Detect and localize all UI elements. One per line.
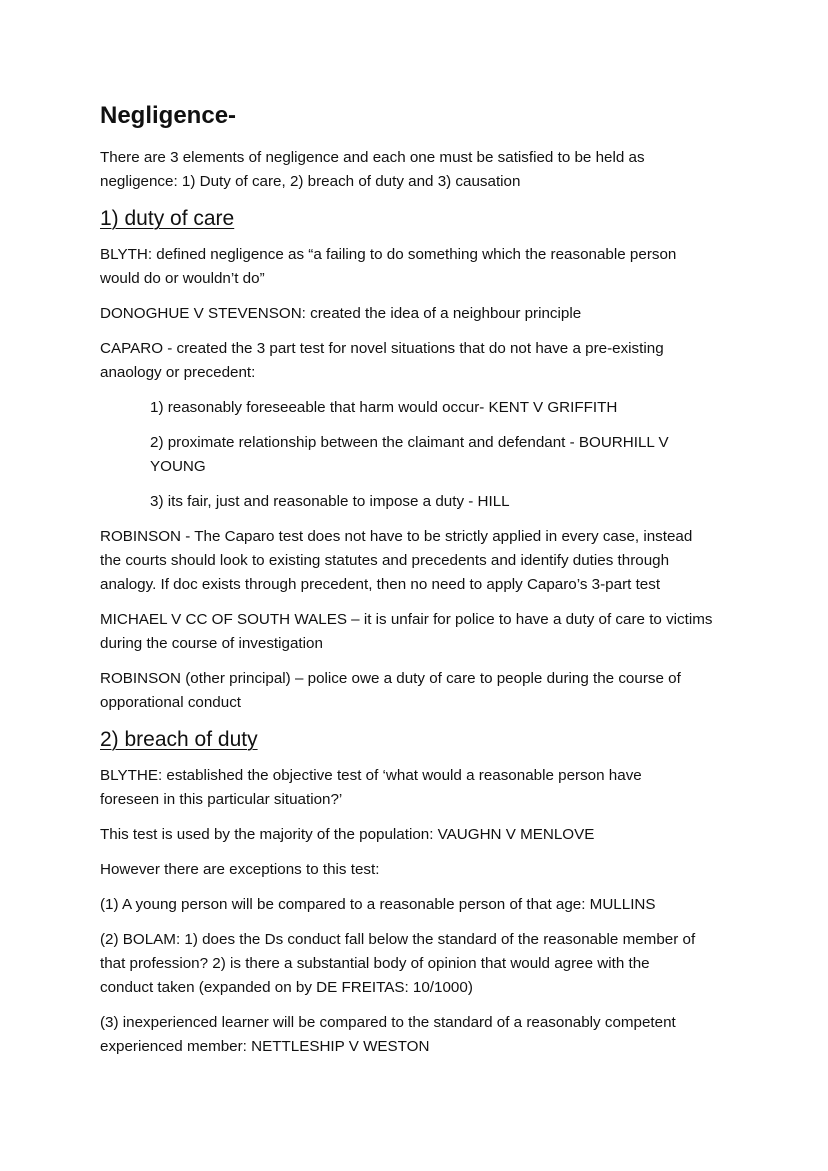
- text-line: YOUNG: [150, 458, 206, 475]
- paragraph: [100, 525, 760, 597]
- text-line: 3) its fair, just and reasonable to impose a duty - HILL: [150, 493, 510, 510]
- paragraph: [100, 893, 760, 917]
- text-line: There are 3 elements of negligence and each one must be satisfied to be held as: [100, 149, 645, 166]
- intro-paragraph: [100, 146, 760, 194]
- paragraph: [150, 431, 760, 479]
- paragraph: [100, 243, 760, 291]
- text-line: the courts should look to existing statutes and precedents and identify duties through: [100, 552, 670, 569]
- paragraph: [100, 764, 760, 812]
- paragraph: [100, 302, 760, 326]
- paragraph: [100, 1011, 760, 1059]
- paragraph: [100, 823, 760, 847]
- text-line: ROBINSON - The Caparo test does not have to be strictly applied in every case, instead: [100, 528, 693, 545]
- section-duty-of-care: [100, 243, 760, 715]
- text-line: 2) proximate relationship between the claimant and defendant - BOURHILL V: [150, 434, 669, 451]
- text-line: However there are exceptions to this test:: [100, 861, 380, 878]
- paragraph: [150, 396, 760, 420]
- text-line: BLYTH: defined negligence as “a failing to do something which the reasonable person: [100, 246, 677, 263]
- text-line: would do or wouldn’t do”: [100, 270, 265, 287]
- section-heading-breach-of-duty: 2) breach of duty: [100, 728, 258, 751]
- text-line: BLYTHE: established the objective test of ‘what would a reasonable person have: [100, 767, 642, 784]
- paragraph: [150, 490, 760, 514]
- text-line: anaology or precedent:: [100, 364, 256, 381]
- text-line: opporational conduct: [100, 694, 242, 711]
- text-line: negligence: 1) Duty of care, 2) breach of duty and 3) causation: [100, 173, 521, 190]
- text-line: MICHAEL V CC OF SOUTH WALES – it is unfair for police to have a duty of care to victims: [100, 611, 713, 628]
- text-line: (3) inexperienced learner will be compared to the standard of a reasonably competent: [100, 1014, 676, 1031]
- text-line: CAPARO - created the 3 part test for novel situations that do not have a pre-existing: [100, 340, 664, 357]
- text-line: analogy. If doc exists through precedent, then no need to apply Caparo’s 3-part test: [100, 576, 661, 593]
- text-line: (2) BOLAM: 1) does the Ds conduct fall below the standard of the reasonable member of: [100, 931, 696, 948]
- text-line: during the course of investigation: [100, 635, 323, 652]
- text-line: that profession? 2) is there a substantial body of opinion that would agree with the: [100, 955, 650, 972]
- document-page: [100, 100, 760, 1070]
- page-title: Negligence-: [100, 102, 237, 129]
- text-line: 1) reasonably foreseeable that harm would occur- KENT V GRIFFITH: [150, 399, 618, 416]
- paragraph: [100, 337, 760, 385]
- section-breach-of-duty: [100, 764, 760, 1059]
- text-line: ROBINSON (other principal) – police owe a duty of care to people during the course of: [100, 670, 681, 687]
- text-line: foreseen in this particular situation?’: [100, 791, 343, 808]
- text-line: conduct taken (expanded on by DE FREITAS: 10/1000): [100, 979, 473, 996]
- section-heading-duty-of-care: 1) duty of care: [100, 207, 235, 230]
- paragraph: [100, 667, 760, 715]
- paragraph: [100, 858, 760, 882]
- text-line: experienced member: NETTLESHIP V WESTON: [100, 1038, 430, 1055]
- text-line: DONOGHUE V STEVENSON: created the idea of a neighbour principle: [100, 305, 582, 322]
- text-line: (1) A young person will be compared to a reasonable person of that age: MULLINS: [100, 896, 656, 913]
- paragraph: [100, 928, 760, 1000]
- text-line: This test is used by the majority of the population: VAUGHN V MENLOVE: [100, 826, 595, 843]
- paragraph: [100, 608, 760, 656]
